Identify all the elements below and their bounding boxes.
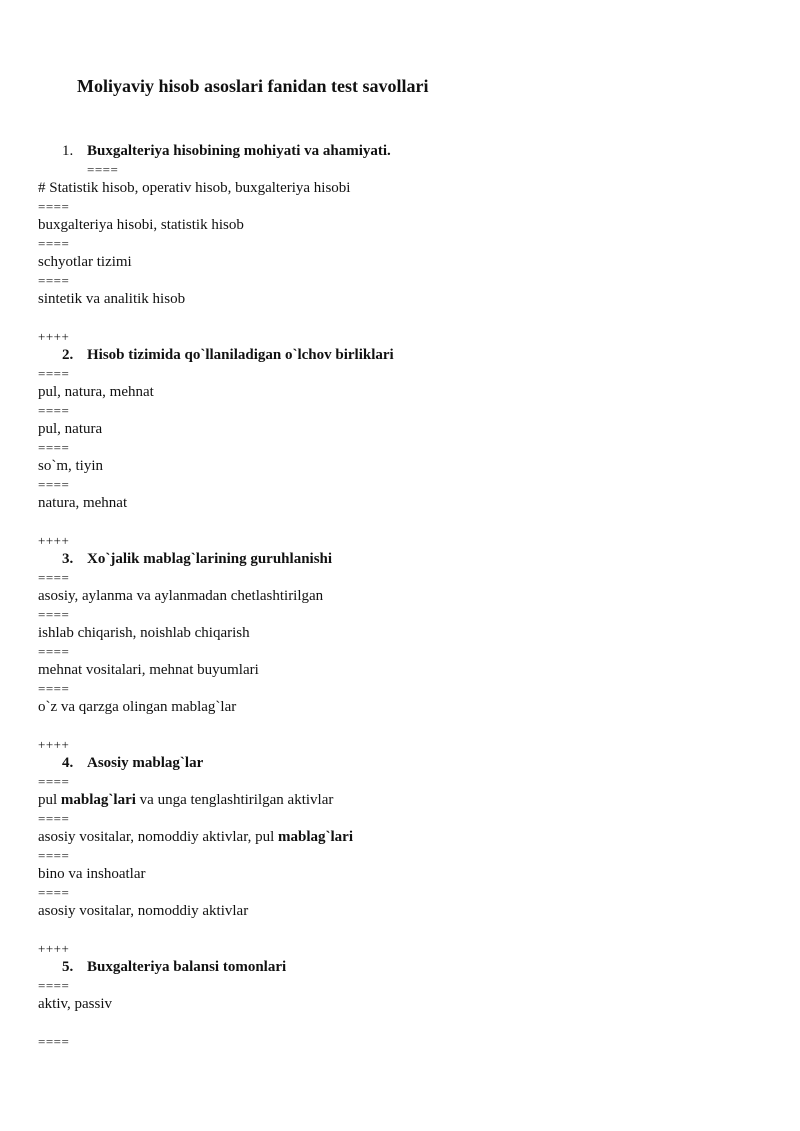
answer-option: asosiy vositalar, nomoddiy aktivlar xyxy=(38,903,249,919)
separator: ==== xyxy=(38,366,70,381)
block-marker: ++++ xyxy=(38,941,70,956)
separator: ==== xyxy=(38,978,70,993)
answer-option: pul, natura xyxy=(38,421,103,437)
separator: ==== xyxy=(38,644,70,659)
question-4 xyxy=(62,754,203,772)
answer-option: sintetik va analitik hisob xyxy=(38,291,186,307)
option-text: va unga tenglashtirilgan aktivlar xyxy=(135,792,334,808)
separator: ==== xyxy=(38,570,70,585)
separator: ==== xyxy=(38,440,70,455)
answer-option: schyotlar tizimi xyxy=(38,254,132,270)
question-2 xyxy=(62,346,394,364)
option-text: asosiy vositalar, nomoddiy aktivlar, pul xyxy=(38,829,279,845)
question-text: Asosiy mablag`lar xyxy=(87,755,204,771)
answer-option: asosiy, aylanma va aylanmadan chetlashtirilgan xyxy=(38,588,324,604)
separator: ==== xyxy=(38,774,70,789)
block-marker: ++++ xyxy=(38,533,70,548)
question-3 xyxy=(62,550,332,568)
separator: ==== xyxy=(38,681,70,696)
option-text-bold: mablag`lari xyxy=(60,792,136,808)
separator: ==== xyxy=(38,848,70,863)
separator: ==== xyxy=(38,403,70,418)
answer-option: so`m, tiyin xyxy=(38,458,104,474)
answer-option: natura, mehnat xyxy=(38,495,128,511)
separator: ==== xyxy=(38,1034,70,1049)
separator: ==== xyxy=(38,607,70,622)
answer-option: aktiv, passiv xyxy=(38,996,113,1012)
question-1 xyxy=(62,142,391,160)
separator: ==== xyxy=(38,811,70,826)
answer-option: ishlab chiqarish, noishlab chiqarish xyxy=(38,625,250,641)
question-number: 3. xyxy=(62,551,74,567)
question-number: 4. xyxy=(62,755,74,771)
question-text: Hisob tizimida qo`llaniladigan o`lchov birliklari xyxy=(87,347,394,363)
separator: ==== xyxy=(38,236,70,251)
separator: ==== xyxy=(38,273,70,288)
question-number: 2. xyxy=(62,347,74,363)
question-text: Buxgalteriya balansi tomonlari xyxy=(87,959,287,975)
answer-option xyxy=(38,828,353,846)
separator: ==== xyxy=(38,477,70,492)
separator: ==== xyxy=(87,162,119,177)
question-5 xyxy=(62,958,286,976)
question-text: Xo`jalik mablag`larining guruhlanishi xyxy=(87,551,333,567)
separator: ==== xyxy=(38,885,70,900)
answer-option xyxy=(38,791,333,809)
answer-option: o`z va qarzga olingan mablag`lar xyxy=(38,699,237,715)
option-text-bold: mablag`lari xyxy=(278,829,354,845)
question-number: 5. xyxy=(62,959,74,975)
block-marker: ++++ xyxy=(38,737,70,752)
answer-option: bino va inshoatlar xyxy=(38,866,146,882)
answer-option: pul, natura, mehnat xyxy=(38,384,154,400)
answer-option: # Statistik hisob, operativ hisob, buxgalteriya hisobi xyxy=(38,180,351,196)
document-title: Moliyaviy hisob asoslari fanidan test savollari xyxy=(77,76,429,96)
answer-option: mehnat vositalari, mehnat buyumlari xyxy=(38,662,259,678)
question-number: 1. xyxy=(62,143,74,159)
answer-option: buxgalteriya hisobi, statistik hisob xyxy=(38,217,244,233)
option-text: pul xyxy=(38,792,61,808)
separator: ==== xyxy=(38,199,70,214)
block-marker: ++++ xyxy=(38,329,70,344)
question-text: Buxgalteriya hisobining mohiyati va ahamiyati. xyxy=(87,143,391,159)
